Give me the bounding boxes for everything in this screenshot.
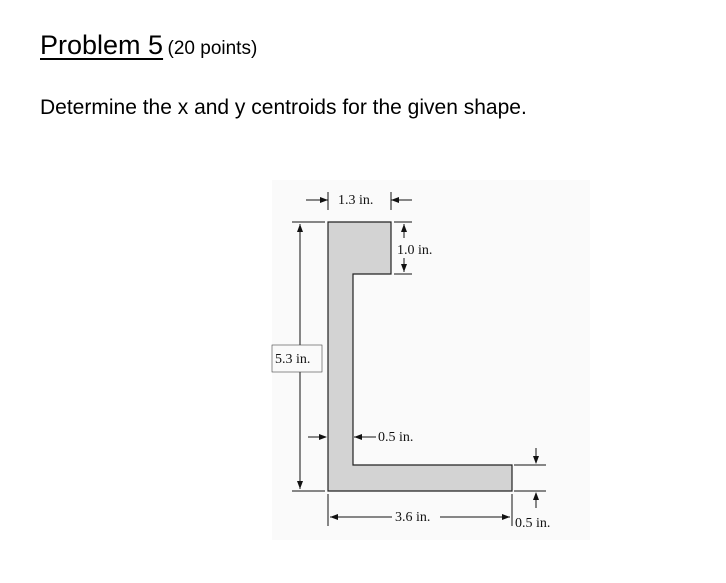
label-bottom-flange-thickness: 0.5 in. [515,516,551,531]
label-total-height: 5.3 in. [275,352,311,367]
problem-statement: Determine the x and y centroids for the given shape. [40,96,527,119]
label-web-thickness: 0.5 in. [378,430,414,445]
label-top-flange-width: 1.3 in. [338,193,374,208]
problem-title: Problem 5 [40,30,164,60]
problem-points: (20 points) [167,38,258,59]
label-bottom-flange-width: 3.6 in. [395,510,431,525]
label-top-flange-thickness: 1.0 in. [397,243,433,258]
